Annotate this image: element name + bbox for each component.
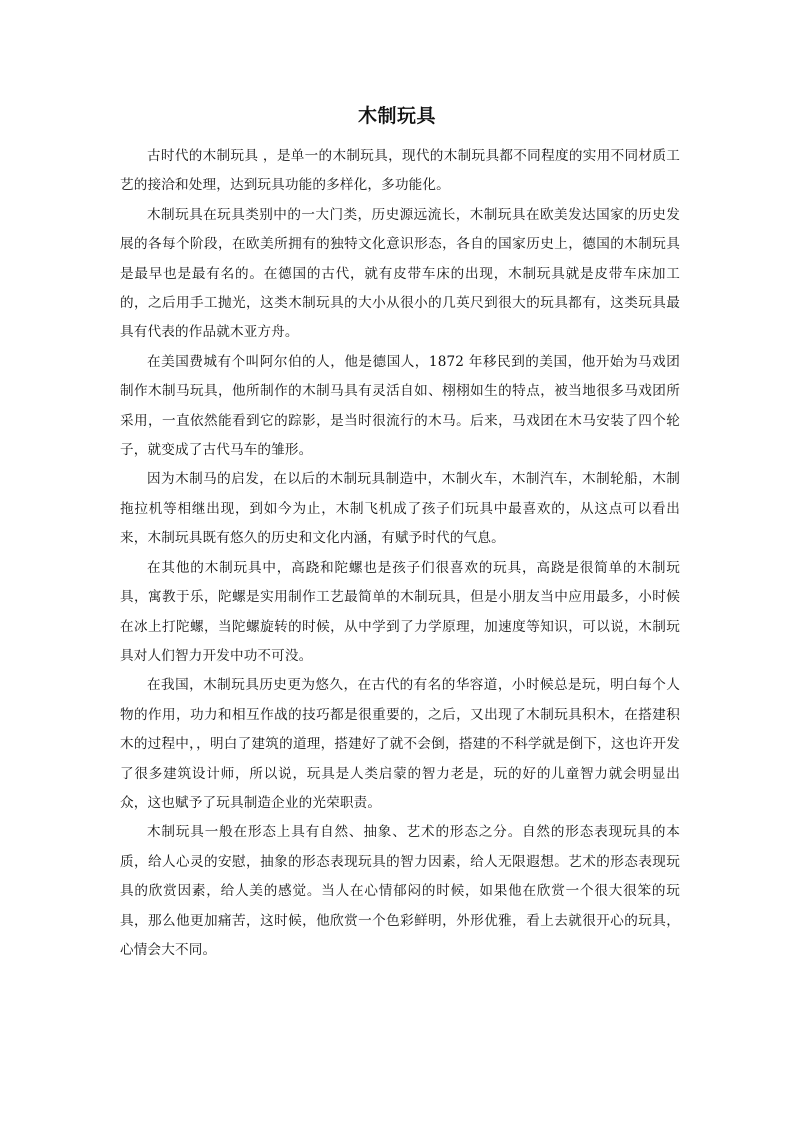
paragraph-5: 在其他的木制玩具中，高跷和陀螺也是孩子们很喜欢的玩具，高跷是很简单的木制玩具，寓教于乐，陀螺是实用制作工艺最简单的木制玩具，但是小朋友当中应用最多，小时候在冰上打陀螺，当陀螺旋转的时候，从中学到了力学原理，加速度等知识，可以说，木制玩具对人们智力开发中功不可没。 — [120, 559, 680, 664]
paragraph-3: 在美国费城有个叫阿尔伯的人，他是德国人，1872 年移民到的美国，他开始为马戏团制作木制马玩具，他所制作的木制马具有灵活自如、栩栩如生的特点，被当地很多马戏团所采用，一直依然能看到它的踪影，是当时很流行的木马。后来，马戏团在木马安装了四个轮子，就变成了古代马车的雏形。 — [120, 353, 680, 459]
paragraph-4: 因为木制马的启发，在以后的木制玩具制造中，木制火车，木制汽车，木制轮船，木制拖拉机等相继出现，到如今为止，木制飞机成了孩子们玩具中最喜欢的，从这点可以看出来，木制玩具既有悠久的历史和文化内涵，有赋予时代的气息。 — [120, 471, 680, 547]
paragraph-1: 古时代的木制玩具 ，是单一的木制玩具，现代的木制玩具都不同程度的实用不同材质工艺的接洽和处理，达到玩具功能的多样化，多功能化。 — [120, 148, 680, 194]
paragraph-2: 木制玩具在玩具类别中的一大门类，历史源远流长，木制玩具在欧美发达国家的历史发展的各每个阶段，在欧美所拥有的独特文化意识形态，各自的国家历史上，德国的木制玩具是最早也是最有名的。在德国的古代，就有皮带车床的出现，木制玩具就是皮带车床加工的，之后用手工抛光，这类木制玩具的大小从很小的几英尺到很大的玩具都有，这类玩具最具有代表的作品就木亚方舟。 — [120, 206, 680, 341]
paragraph-6: 在我国，木制玩具历史更为悠久，在古代的有名的华容道，小时候总是玩，明白每个人物的作用，功力和相互作战的技巧都是很重要的，之后，又出现了木制玩具积木，在搭建积木的过程中，，明白了建筑的道理，搭建好了就不会倒，搭建的不科学就是倒下，这也许开发了很多建筑设计师，所以说，玩具是人类启蒙的智力老是，玩的好的儿童智力就会明显出众，这也赋予了玩具制造企业的光荣职责。 — [120, 677, 680, 811]
document-title: 木制玩具 — [357, 105, 436, 127]
paragraph-7: 木制玩具一般在形态上具有自然、抽象、艺术的形态之分。自然的形态表现玩具的本质，给人心灵的安慰，抽象的形态表现玩具的智力因素，给人无限遐想。艺术的形态表现玩具的欣赏因素，给人美的感觉。当人在心情郁闷的时候，如果他在欣赏一个很大很笨的玩具，那么他更加痛苦，这时候，他欣赏一个色彩鲜明，外形优雅，看上去就很开心的玩具，心情会大不同。 — [120, 824, 680, 958]
document-body — [120, 142, 680, 965]
